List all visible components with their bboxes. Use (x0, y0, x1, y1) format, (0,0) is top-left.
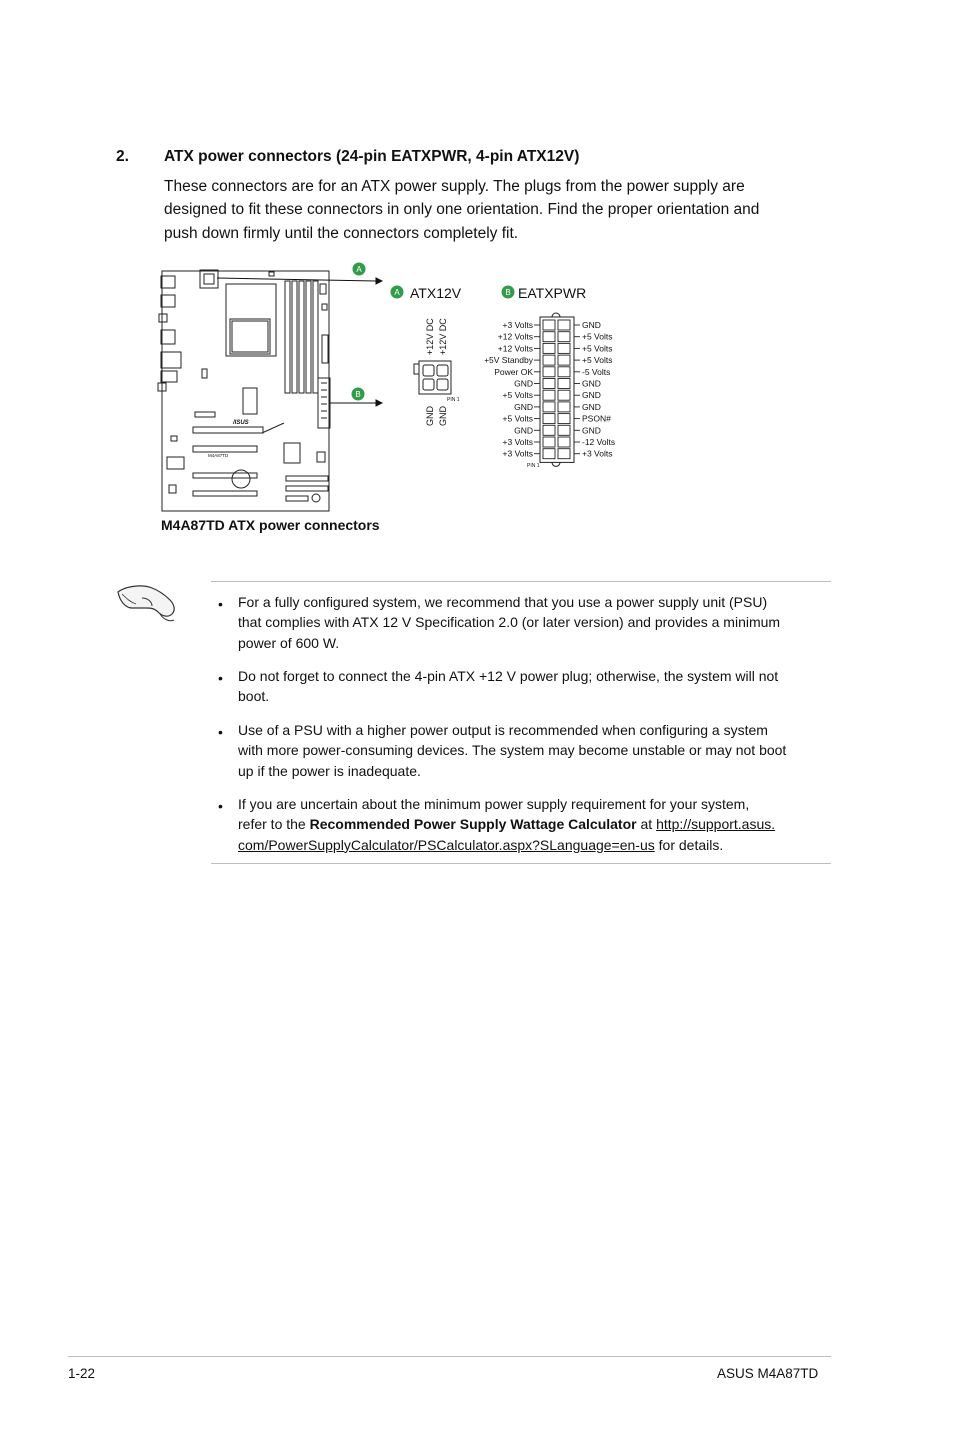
eatxpwr-pin (558, 449, 570, 459)
eatxpwr-pin (558, 355, 570, 365)
eatxpwr-left-pin-label: +3 Volts (502, 320, 533, 330)
eatxpwr-pin (558, 343, 570, 353)
atx12v-pin-label: GND (425, 406, 435, 426)
note-line: For a fully configured system, we recommend that you use a power supply unit (PSU) (238, 594, 768, 610)
eatxpwr-pin (543, 414, 555, 424)
eatxpwr-pin (543, 367, 555, 377)
eatxpwr-latch (552, 462, 560, 466)
atx-connector-figure (0, 0, 954, 560)
eatxpwr-right-pin-label: GND (582, 320, 601, 330)
calculator-link-continued[interactable]: com/PowerSupplyCalculator/PSCalculator.aspx?SLanguage=en-us (238, 836, 655, 853)
eatxpwr-right-pin-label: -5 Volts (582, 366, 611, 377)
calculator-link[interactable]: http://support.asus. (656, 816, 776, 833)
eatxpwr-pin1-label: PIN 1 (527, 463, 540, 469)
eatxpwr-right-pin-label: +5 Volts (582, 331, 613, 342)
note-text-suffix: for details. (654, 836, 724, 853)
eatxpwr-pin (558, 320, 570, 330)
calculator-name: Recommended Power Supply Wattage Calculator (309, 816, 637, 833)
board-logo: /ISUS (233, 420, 249, 426)
figure-caption: M4A87TD ATX power connectors (161, 517, 380, 533)
note-item (238, 666, 834, 707)
note-text-prefix: refer to the (238, 816, 310, 833)
eatxpwr-pin (543, 402, 555, 412)
note-line: If you are uncertain about the minimum power supply requirement for your system, (238, 796, 750, 812)
note-line: boot. (238, 688, 270, 705)
eatxpwr-right-pin-label: GND (582, 425, 601, 436)
eatxpwr-right-pin-label: +5 Volts (582, 355, 613, 366)
eatxpwr-pin (558, 379, 570, 389)
note-line: that complies with ATX 12 V Specification 2.0 (or later version) and provides a minimum (238, 614, 781, 631)
note-line: Do not forget to connect the 4-pin ATX +12 V power plug; otherwise, the system will not (238, 668, 779, 684)
bullet-marker: • (218, 670, 223, 686)
eatxpwr-left-pin-label: +3 Volts (502, 448, 533, 459)
note-item (238, 592, 834, 653)
eatxpwr-pin (558, 367, 570, 377)
note-line: Use of a PSU with a higher power output is recommended when configuring a system (238, 722, 768, 738)
marker-b-label: B (355, 390, 361, 399)
footer-divider (68, 1356, 831, 1357)
eatxpwr-pin (543, 449, 555, 459)
atx12v-connector (414, 361, 451, 394)
eatxpwr-left-pin-label: GND (514, 378, 533, 389)
eatxpwr-right-pin-label: -12 Volts (582, 437, 616, 447)
eatxpwr-pin (558, 332, 570, 342)
eatxpwr-pin (543, 379, 555, 389)
note-item (238, 720, 834, 781)
eatxpwr-right-pin-label: +3 Volts (582, 448, 613, 459)
eatxpwr-right-pin-label: PSON# (582, 413, 611, 424)
intro-line: designed to fit these connectors in only one orientation. Find the proper orientation and (164, 201, 760, 219)
motherboard-diagram (158, 270, 330, 511)
eatxpwr-left-pin-label: +5 Volts (502, 390, 533, 401)
eatxpwr-right-pin-label: +5 Volts (582, 343, 613, 354)
eatxpwr-right-pin-label: GND (582, 390, 601, 401)
eatxpwr-pin (543, 425, 555, 435)
atx12v-pin-label: +12V DC (438, 318, 448, 355)
eatxpwr-left-pin-label: +12 Volts (497, 331, 533, 342)
board-label: M4A87TD (208, 453, 229, 458)
eatxpwr-left-pin-label: Power OK (494, 366, 533, 377)
eatxpwr-left-labels (484, 320, 534, 459)
eatxpwr-pin (558, 414, 570, 424)
note-line: power of 600 W. (238, 634, 340, 651)
atx12v-marker-label: A (394, 288, 400, 297)
intro-line: These connectors are for an ATX power supply. The plugs from the power supply are (164, 178, 745, 195)
eatxpwr-left-pin-label: +5 Volts (502, 413, 533, 424)
eatxpwr-right-pin-label: GND (582, 378, 601, 389)
eatxpwr-left-pin-label: +12 Volts (497, 343, 533, 354)
bullet-marker: • (218, 596, 223, 612)
atx12v-pin-label: +12V DC (425, 318, 435, 355)
eatxpwr-connector (534, 313, 580, 466)
eatxpwr-pin (558, 402, 570, 412)
eatxpwr-pin (558, 437, 570, 447)
eatxpwr-latch (552, 313, 560, 317)
atx12v-title: ATX12V (410, 285, 462, 301)
eatxpwr-left-pin-label: GND (514, 401, 533, 412)
note-line (238, 814, 834, 834)
eatxpwr-pin (558, 425, 570, 435)
bullet-marker: • (218, 798, 223, 814)
note-line (238, 835, 834, 855)
eatxpwr-left-pin-label: +3 Volts (502, 437, 533, 447)
section-number: 2. (116, 148, 129, 165)
hand-note-icon (112, 580, 182, 628)
eatxpwr-pin (543, 355, 555, 365)
bullet-marker: • (218, 724, 223, 740)
eatxpwr-left-pin-label: +5V Standby (484, 355, 533, 366)
eatxpwr-pin (543, 390, 555, 400)
eatxpwr-right-pin-label: GND (582, 401, 601, 412)
product-name: ASUS M4A87TD (717, 1366, 819, 1381)
eatxpwr-pin (543, 332, 555, 342)
atx12v-pin1-label: PIN 1 (447, 397, 460, 403)
note-divider-top (211, 581, 831, 582)
eatxpwr-pin (543, 343, 555, 353)
eatxpwr-pin (543, 320, 555, 330)
eatxpwr-pin (558, 390, 570, 400)
eatxpwr-right-labels (582, 320, 615, 459)
marker-a-label: A (356, 265, 362, 274)
eatxpwr-left-pin-label: GND (514, 425, 533, 436)
intro-line: push down firmly until the connectors completely fit. (164, 224, 519, 242)
atx12v-pin-label: GND (438, 406, 448, 426)
section-title: ATX power connectors (24-pin EATXPWR, 4-pin ATX12V) (164, 148, 580, 165)
note-line: up if the power is inadequate. (238, 762, 421, 779)
note-item (238, 794, 834, 855)
eatxpwr-housing (540, 317, 574, 462)
eatxpwr-marker-label: B (505, 288, 511, 297)
note-line: with more power-consuming devices. The system may become unstable or may not boot (238, 742, 787, 759)
note-divider-bottom (211, 863, 831, 864)
note-text-mid: at (636, 816, 657, 833)
eatxpwr-pin (543, 437, 555, 447)
eatxpwr-title: EATXPWR (518, 285, 587, 301)
page-number: 1-22 (68, 1366, 96, 1381)
